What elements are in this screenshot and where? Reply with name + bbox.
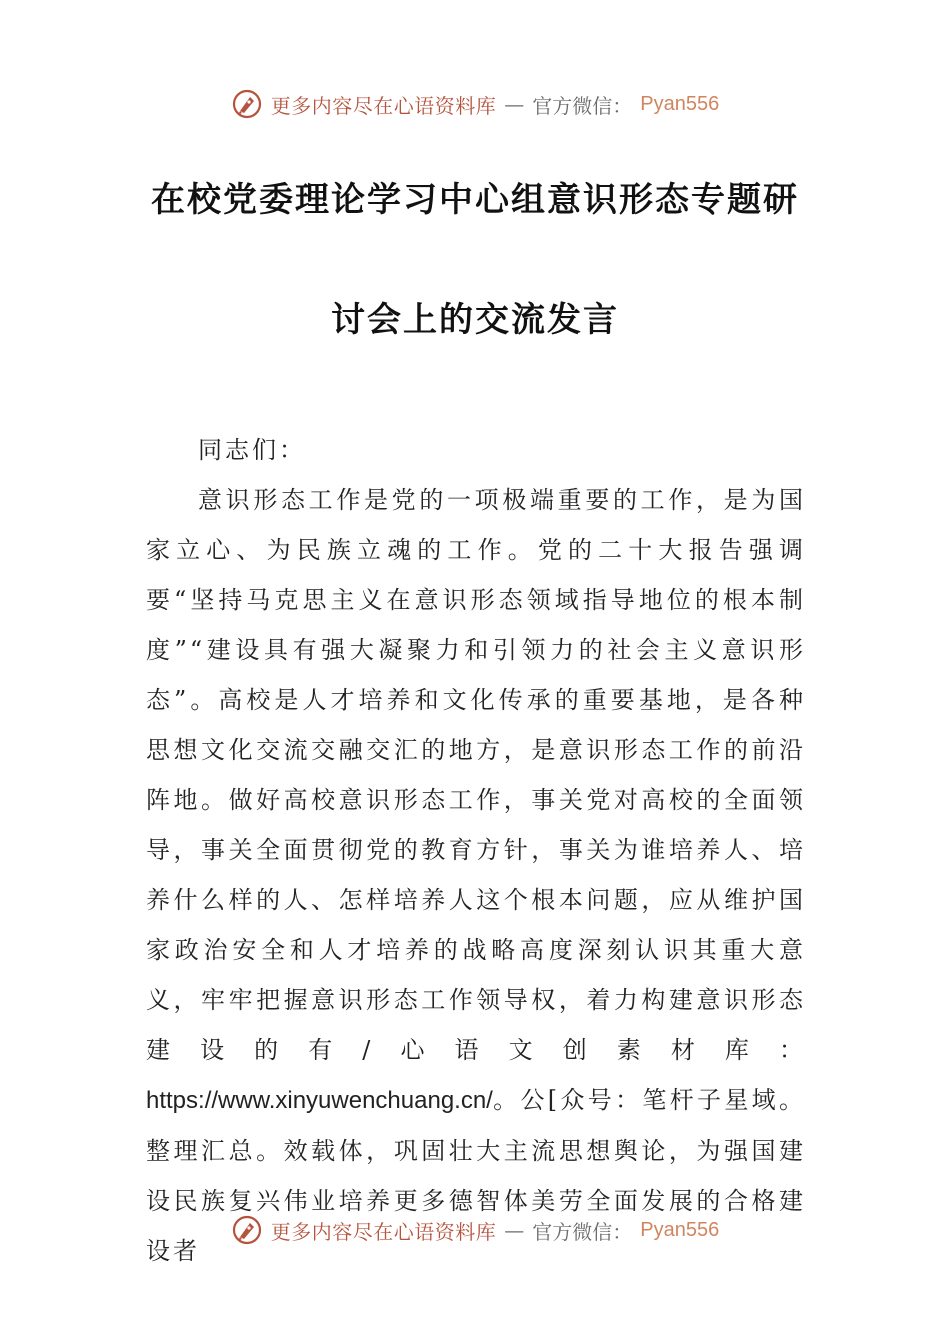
footer-watermark bbox=[0, 1210, 950, 1250]
watermark-official-label: 官方微信： bbox=[532, 93, 633, 118]
body-paragraph bbox=[146, 475, 806, 1276]
watermark-brand-text: 更多内容尽在心语资料库 bbox=[270, 1219, 497, 1244]
document-title-line-1: 在校党委理论学习中心组意识形态专题研 bbox=[151, 180, 799, 220]
watermark-handle: Pyan556 bbox=[640, 1218, 720, 1241]
watermark-brand-text: 更多内容尽在心语资料库 bbox=[270, 93, 497, 118]
watermark-separator: — bbox=[504, 1218, 525, 1242]
document-title-line-2: 讨会上的交流发言 bbox=[331, 300, 619, 340]
watermark-handle: Pyan556 bbox=[640, 92, 720, 115]
paragraph-text-after-url: 。公[众号：笔杆子星域。整理汇总。效载体，巩固壮大主流思想舆论，为强国建设民族复兴伟业培养更多德智体美劳全面发展的合格建设者 bbox=[146, 1086, 806, 1265]
pen-nib-icon bbox=[231, 88, 263, 120]
document-body bbox=[146, 425, 806, 1276]
watermark-separator: — bbox=[504, 92, 525, 116]
paragraph-text-before-url: 意识形态工作是党的一项极端重要的工作，是为国家立心、为民族立魂的工作。党的二十大报告强调要“坚持马克思主义在意识形态领域指导地位的根本制度”“建设具有强大凝聚力和引领力的社会主义意识形态”。高校是人才培养和文化传承的重要基地，是各种思想文化交流交融交汇的地方，是意识形态工作的前沿阵地。做好高校意识形态工作，事关党对高校的全面领导，事关全面贯彻党的教育方针，事关为谁培养人、培养什么样的人、怎样培养人这个根本问题，应从维护国家政治安全和人才培养的战略高度深刻认识其重大意义，牢牢把握意识形态工作领导权，着力构建意识形态建设的有/心语文创素材库： bbox=[146, 486, 806, 1064]
pen-nib-icon bbox=[231, 1214, 263, 1246]
salutation: 同志们： bbox=[198, 436, 306, 464]
paragraph-url: https://www.xinyuwenchuang.cn/ bbox=[146, 1087, 493, 1114]
watermark-official-label: 官方微信： bbox=[532, 1219, 633, 1244]
header-watermark bbox=[0, 84, 950, 124]
